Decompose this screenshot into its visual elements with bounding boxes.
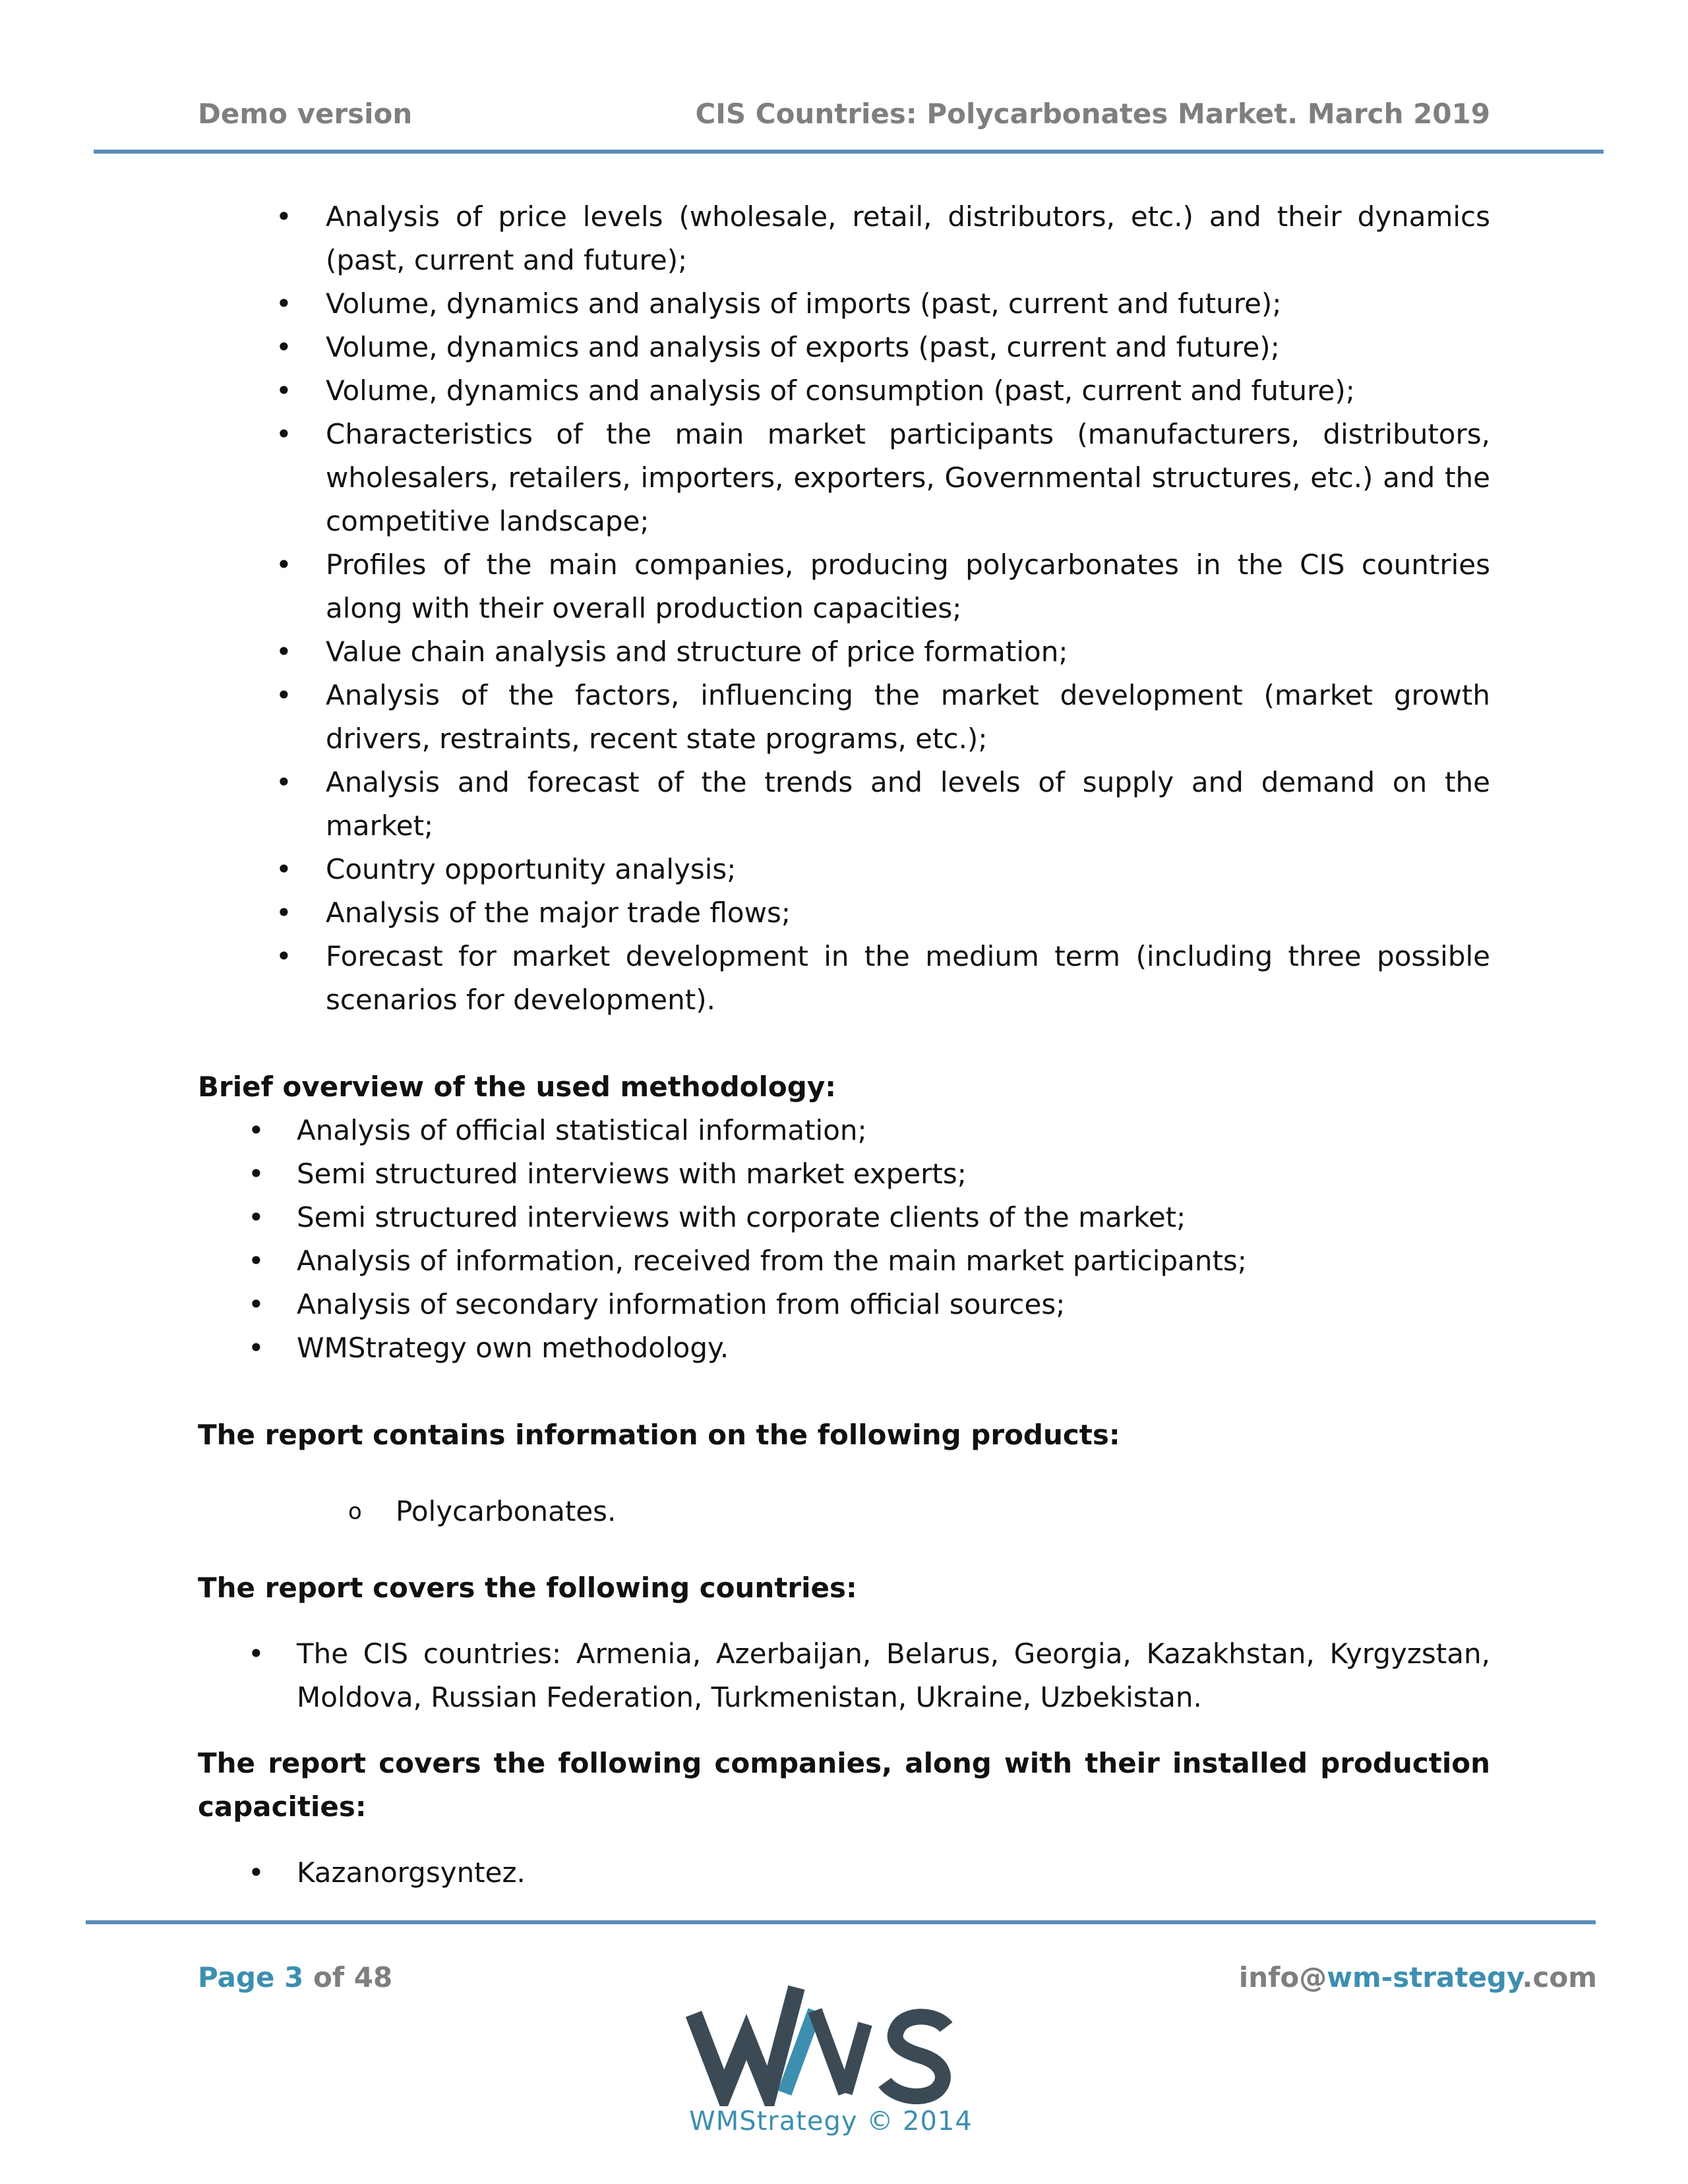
list-item: • Volume, dynamics and analysis of exports (past, current and future); [198,326,1490,369]
email-domain: wm-strategy [1327,1961,1522,1993]
list-item: • Analysis of price levels (wholesale, retail, distributors, etc.) and their dynamics (past, current and future); [198,195,1490,282]
list-item: • Country opportunity analysis; [198,848,1490,891]
list-item: • Kazanorgsyntez. [198,1851,1490,1895]
list-item: • Semi structured interviews with corporate clients of the market; [198,1196,1490,1239]
list-item: • Analysis of the major trade flows; [198,891,1490,935]
page-total: 48 [353,1961,393,1993]
countries-list [198,1632,1490,1719]
footer-divider [86,1920,1596,1924]
countries-heading: The report covers the following countries: [198,1572,857,1604]
footer-email[interactable] [1239,1961,1597,1993]
list-item: • Volume, dynamics and analysis of imports (past, current and future); [198,282,1490,326]
list-item: • Volume, dynamics and analysis of consumption (past, current and future); [198,369,1490,413]
email-user: info@ [1238,1961,1327,1993]
page-of: of [313,1961,345,1993]
scope-list [198,195,1490,1022]
list-item: • Analysis of official statistical information; [198,1109,1490,1152]
page-content [198,195,1490,1895]
header-report-title: CIS Countries: Polycarbonates Market. March 2019 [695,98,1490,130]
page-word: Page [198,1961,275,1993]
products-list [198,1490,1490,1533]
companies-list [198,1851,1490,1895]
header-left-label: Demo version [198,98,413,130]
list-item: o Polycarbonates. [198,1490,1490,1533]
list-item: • Semi structured interviews with market experts; [198,1152,1490,1196]
products-heading: The report contains information on the following products: [198,1419,1120,1451]
list-item: • The CIS countries: Armenia, Azerbaijan, Belarus, Georgia, Kazakhstan, Kyrgyzstan, Moldova, Russian Federation, Turkmenistan, Ukraine, Uzbekistan. [198,1632,1490,1719]
wms-logo-icon [686,1974,963,2106]
wms-logo [686,1974,973,2146]
page-current: 3 [284,1961,304,1993]
list-item: • Analysis of the factors, influencing the market development (market growth drivers, restraints, recent state programs, etc.); [198,674,1490,761]
logo-caption: WMStrategy © 2014 [689,2106,973,2137]
page-header [198,98,1490,137]
list-item: • Characteristics of the main market participants (manufacturers, distributors, wholesalers, retailers, importers, exporters, Governmental structures, etc.) and the competitive landscape; [198,413,1490,543]
methodology-list [198,1109,1490,1370]
list-item: • Value chain analysis and structure of price formation; [198,630,1490,674]
page-number [198,1961,392,1993]
list-item: • WMStrategy own methodology. [198,1326,1490,1370]
header-divider [94,150,1604,154]
list-item: • Profiles of the main companies, producing polycarbonates in the CIS countries along with their overall production capacities; [198,543,1490,630]
email-tld: .com [1522,1961,1597,1993]
list-item: • Analysis of information, received from the main market participants; [198,1239,1490,1283]
list-item: • Analysis of secondary information from official sources; [198,1283,1490,1326]
list-item: • Analysis and forecast of the trends and levels of supply and demand on the market; [198,761,1490,848]
methodology-heading: Brief overview of the used methodology: [198,1071,837,1103]
companies-heading: The report covers the following companies, along with their installed production capacities: [198,1747,1490,1823]
list-item: • Forecast for market development in the medium term (including three possible scenarios for development). [198,935,1490,1022]
